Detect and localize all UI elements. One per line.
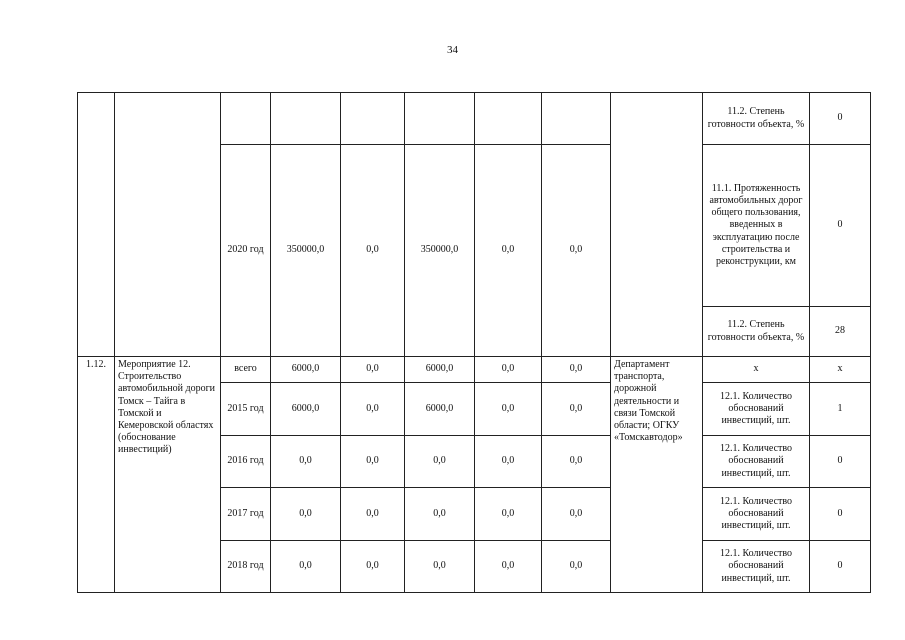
indicator-value: 28 [810,307,871,357]
amount-cell: 6000,0 [405,383,475,436]
amount-cell: 0,0 [542,488,611,541]
name-cell-empty [115,93,221,357]
indicator-value: х [810,357,871,383]
indicator-cell: 12.1. Количество обоснований инвестиций, шт. [703,436,810,488]
amount-cell: 0,0 [341,357,405,383]
amount-cell: 0,0 [271,436,341,488]
executor-cell: Департамент транспорта, дорожной деятельности и связи Томской области; ОГКУ «Томскавтодор» [611,357,703,593]
indicator-value: 0 [810,541,871,593]
amount-cell: 0,0 [542,383,611,436]
table-row [78,93,871,145]
amount-cell: 0,0 [542,541,611,593]
year-cell: 2017 год [221,488,271,541]
amount-cell: 0,0 [542,357,611,383]
indicator-value: 0 [810,145,871,307]
amount-cell: 0,0 [475,357,542,383]
amount-cell: 0,0 [475,541,542,593]
year-cell-empty [221,93,271,145]
amount-cell: 0,0 [341,383,405,436]
amount-cell: 0,0 [405,541,475,593]
indicator-cell: 12.1. Количество обоснований инвестиций, шт. [703,383,810,436]
indicator-cell: 11.2. Степень готовности объекта, % [703,93,810,145]
amount-cell: 0,0 [475,488,542,541]
table-row [78,357,871,383]
item-name: Мероприятие 12. Строительство автомобильной дороги Томск – Тайга в Томской и Кемеровской областях (обоснование инвестиций) [115,357,221,593]
year-cell: 2015 год [221,383,271,436]
page-number: 34 [447,44,458,56]
amount-cell: 0,0 [475,145,542,357]
program-table [77,92,871,593]
amount-cell-empty [341,93,405,145]
indicator-value: 0 [810,436,871,488]
amount-cell: 0,0 [405,488,475,541]
executor-cell-empty [611,93,703,357]
amount-cell: 0,0 [341,436,405,488]
year-cell: 2018 год [221,541,271,593]
number-cell-empty [78,93,115,357]
year-cell: всего [221,357,271,383]
amount-cell-empty [542,93,611,145]
amount-cell: 350000,0 [405,145,475,357]
indicator-cell: 12.1. Количество обоснований инвестиций, шт. [703,541,810,593]
indicator-value: 0 [810,488,871,541]
amount-cell: 0,0 [475,436,542,488]
amount-cell-empty [475,93,542,145]
amount-cell: 0,0 [542,145,611,357]
amount-cell: 350000,0 [271,145,341,357]
year-cell: 2016 год [221,436,271,488]
amount-cell: 6000,0 [271,357,341,383]
amount-cell: 0,0 [271,541,341,593]
indicator-cell: 11.2. Степень готовности объекта, % [703,307,810,357]
indicator-value: 0 [810,93,871,145]
indicator-cell: х [703,357,810,383]
amount-cell-empty [405,93,475,145]
indicator-cell: 11.1. Протяженность автомобильных дорог общего пользования, введенных в эксплуатацию после строительства и реконструкции, км [703,145,810,307]
year-cell: 2020 год [221,145,271,357]
amount-cell: 0,0 [475,383,542,436]
amount-cell: 0,0 [341,541,405,593]
amount-cell: 0,0 [542,436,611,488]
amount-cell: 6000,0 [271,383,341,436]
amount-cell: 0,0 [405,436,475,488]
amount-cell: 6000,0 [405,357,475,383]
amount-cell-empty [271,93,341,145]
indicator-value: 1 [810,383,871,436]
item-number: 1.12. [78,357,115,593]
amount-cell: 0,0 [341,145,405,357]
indicator-cell: 12.1. Количество обоснований инвестиций, шт. [703,488,810,541]
amount-cell: 0,0 [271,488,341,541]
amount-cell: 0,0 [341,488,405,541]
